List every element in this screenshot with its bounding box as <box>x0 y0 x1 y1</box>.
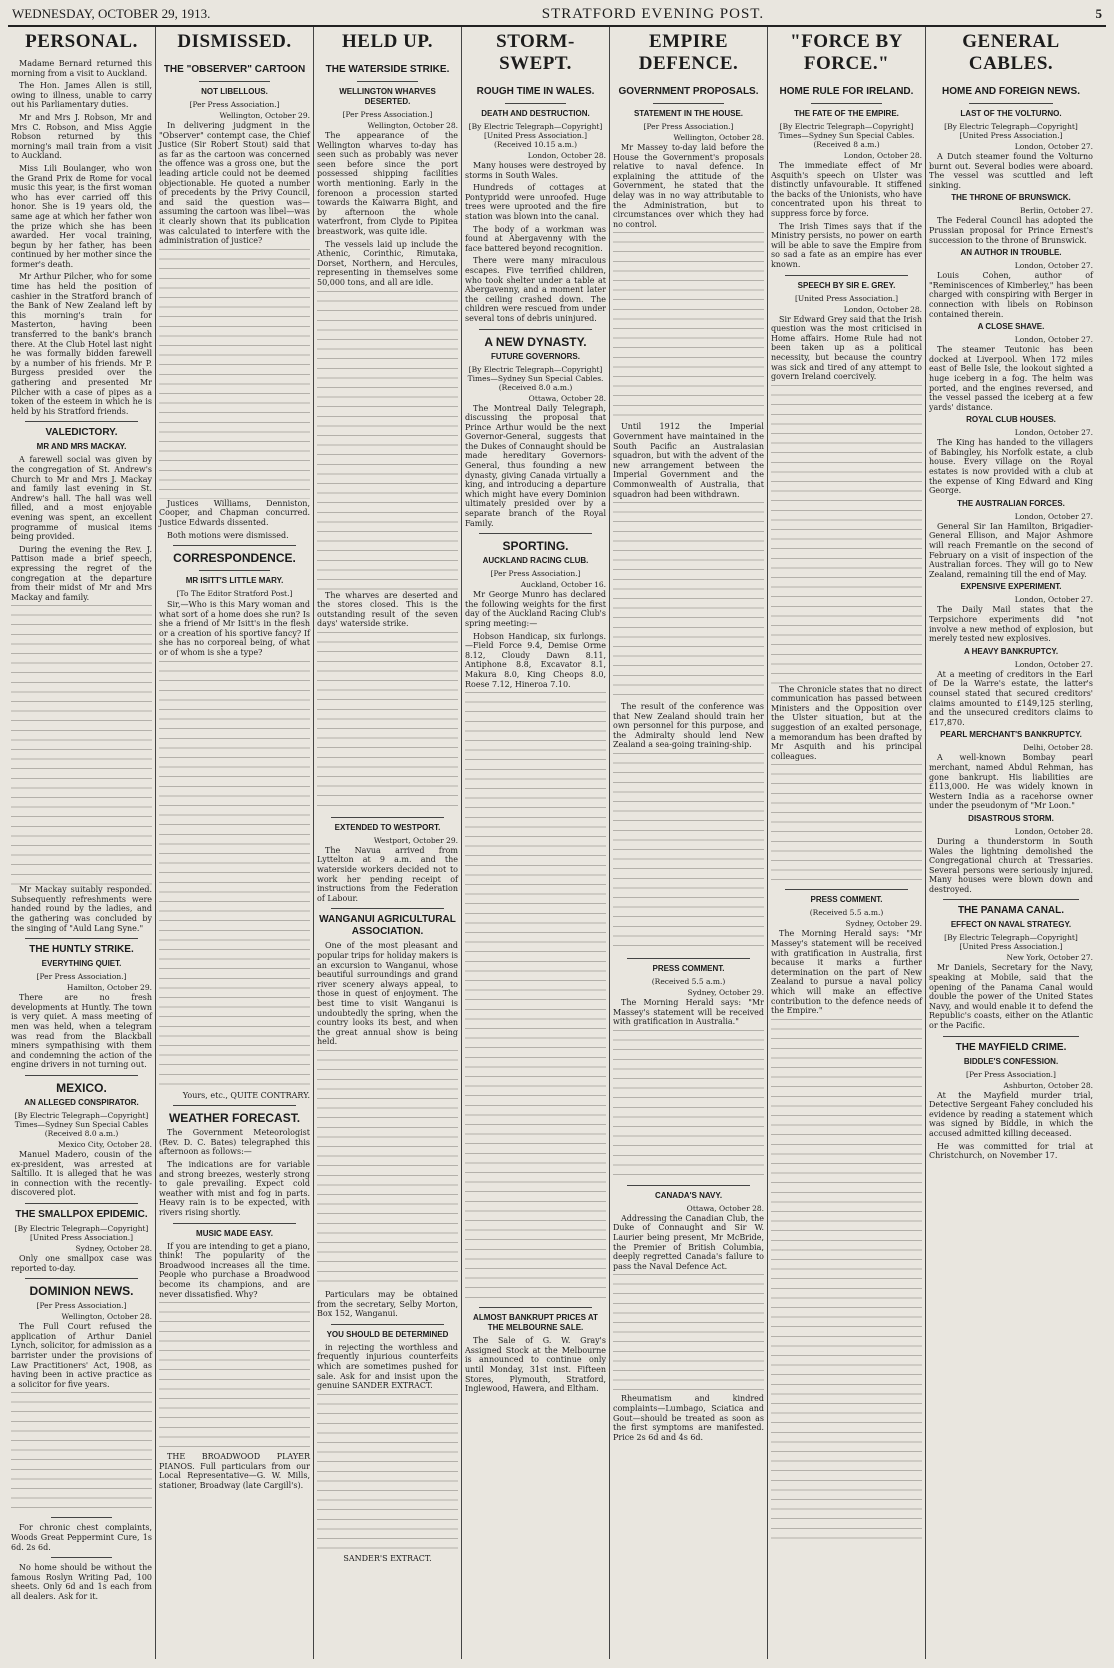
dateline: Sydney, October 29. <box>845 919 922 929</box>
advertisement: The Sale of G. W. Gray's Assigned Stock at the Melbourne is announced to continue only until Monday, 31st inst. Fifteen Stores, Plymouth, Stratford, Inglewood, Hawera, and Eltham. <box>465 1336 606 1394</box>
subheadline: EXPENSIVE EXPERIMENT. <box>960 582 1062 592</box>
wire-credit: [By Electric Telegraph—Copyright] [United Press Association.] (Received 10.15 a.m.) <box>468 122 603 149</box>
subheadline: AUCKLAND RACING CLUB. <box>482 556 589 566</box>
subheadline: FUTURE GOVERNORS. <box>491 351 580 361</box>
headline: THE SMALLPOX EPIDEMIC. <box>15 1208 148 1220</box>
dateline: London, October 28. <box>843 151 922 160</box>
article-paragraph: Louis Cohen, author of "Reminiscences of Kimberley," has been charged with conspiring with Berger in connection with libels on Robinson contained therein. <box>929 271 1093 319</box>
article-paragraph: The Daily Mail states that the Terpsichore experiments did "not involve a new method of explosion, but merely tested new explosives. <box>929 605 1093 644</box>
divider <box>479 533 592 534</box>
wire-credit: [By Electric Telegraph—Copyright] Times—Sydney Sun Special Cables. (Received 8.0 a.m.) <box>467 364 604 392</box>
article-paragraph: There are no fresh developments at Huntly. The town is very quiet. A mass meeting of men was held, when a telegram was read from the Blackball miners sympathising with them and condemning the action of the engine drivers in not turning out. <box>11 993 152 1070</box>
dateline: London, October 27. <box>1014 428 1093 438</box>
headline: THE MAYFIELD CRIME. <box>955 1041 1067 1053</box>
subheadline: AN ALLEGED CONSPIRATOR. <box>24 1098 139 1107</box>
subheadline: MR ISITT'S LITTLE MARY. <box>185 576 284 586</box>
dateline: Wellington, October 29. <box>219 111 310 120</box>
headline: ROUGH TIME IN WALES. <box>476 86 595 97</box>
divider <box>331 908 444 909</box>
column-held-up <box>314 27 462 1659</box>
article-paragraph: The body of a workman was found at Abergavenny with the face battered beyond recognition. <box>465 224 606 253</box>
column-force-by-force <box>768 27 926 1659</box>
subheadline: CANADA'S NAVY. <box>654 1190 723 1200</box>
subheadline: MUSIC MADE EASY. <box>196 1228 273 1238</box>
column-text-block <box>317 1394 458 1554</box>
column-text-block <box>613 1274 764 1394</box>
article-paragraph: One of the most pleasant and popular trips for holiday makers is an excursion to Wanganui, whose beautiful surroundings and grand river scenery always appeal, to those in quest of enjoyment. The best time to visit Wanganui is undoubtedly the spring, when the country looks its best, and when the great annual show is being held. <box>317 941 458 1047</box>
column-heading: EMPIRE DEFENCE. <box>638 31 739 74</box>
article-paragraph: At the Mayfield murder trial, Detective Sergeant Fahey concluded his evidence by reading a statement which was signed by Biddle, in which the accused admitted killing deceased. <box>929 1090 1093 1138</box>
dateline: Mexico City, October 28. <box>57 1140 152 1149</box>
article-paragraph: The appearance of the Wellington wharves to-day has seen such as probably was never seen before since the port possessed shipping facilities worth mentioning. Early in the forenoon a procession started towards the Kaiwarra Bight, and by afternoon the whole waterfront, from Clyde to Pipitea breastwork, was quite idle. <box>317 131 458 236</box>
dateline: London, October 28. <box>843 304 922 314</box>
article-paragraph: Sir Edward Grey said that the Irish question was the most criticised in Home affairs. Home Rule had not been taken up as a political necessity, but because the country was sick and tired of any attempt to govern Ireland coercively. <box>771 314 922 382</box>
wire-credit: [Per Press Association.] <box>490 569 581 579</box>
column-text-block <box>11 1392 152 1512</box>
subheadline: AN AUTHOR IN TROUBLE. <box>960 248 1062 258</box>
dateline: Westport, October 29. <box>373 835 458 845</box>
advertisement: No home should be without the famous Roslyn Writing Pad, 100 sheets. Only 6d and 1s each from all dealers. Ask for it. <box>11 1563 152 1601</box>
divider <box>627 1185 750 1186</box>
article-paragraph: Mr Massey to-day laid before the House the Government's proposals relative to naval defence. In explaining the attitude of the Government, he stated that the delay was in no way attributable to the Administration, but to circumstances over which they had no control. <box>613 143 764 229</box>
subheadline: PRESS COMMENT. <box>652 964 725 974</box>
article-paragraph: During the evening the Rev. J. Pattison made a brief speech, expressing the regret of the congregation at the departure from their midst of Mr and Mrs Mackay and family. <box>11 544 152 602</box>
column-heading: GENERAL CABLES. <box>962 31 1060 74</box>
dateline: Sydney, October 29. <box>687 988 764 998</box>
divider <box>969 103 1053 104</box>
article-paragraph: At a meeting of creditors in the Earl of De la Warre's estate, the latter's counsel stated that secured creditors' claims amounted to £149,125 sterling, and the unsecured creditors claims to £17,870. <box>929 669 1093 727</box>
paper-title: STRATFORD EVENING POST. <box>541 6 765 22</box>
headline: THE WATERSIDE STRIKE. <box>325 64 450 75</box>
headline: DOMINION NEWS. <box>29 1284 134 1299</box>
dateline: Delhi, October 28. <box>1023 743 1093 753</box>
divider <box>25 421 138 422</box>
headline: WEATHER FORECAST. <box>168 1111 301 1126</box>
article-paragraph: The Full Court refused the application of Arthur Daniel Lynch, solicitor, for admission as a barrister under the provisions of Law Practitioners' Act, 1908, as having been in active practice as a solicitor for five years. <box>11 1322 152 1389</box>
headline: CORRESPONDENCE. <box>173 551 296 566</box>
subheadline: WELLINGTON WHARVES DESERTED. <box>339 87 436 106</box>
article-paragraph: Only one smallpox case was reported to-day. <box>11 1253 152 1273</box>
subheadline: ROYAL CLUB HOUSES. <box>966 415 1056 425</box>
column-general-cables <box>926 27 1096 1659</box>
column-text-block <box>771 1019 922 1539</box>
article-paragraph: Miss Lili Boulanger, who won the Grand Prix de Rome for vocal music this year, is the first woman who has ever carried off this honor. She is 19 years old, the same age at which her father won the prize which she has been awarded. Her vocal training, begun by her father, has been continued by her mother since the former's death. <box>11 163 152 269</box>
wire-credit: [Per Press Association.] <box>36 1301 127 1311</box>
article-paragraph: The Morning Herald says: "Mr Massey's statement will be received with gratification in Australia, first because it marks a further determination on the part of New Zealand to pursue a naval policy which will make an effective contribution to the defence needs of the Empire." <box>771 929 922 1016</box>
subheadline: THE FATE OF THE EMPIRE. <box>794 109 899 118</box>
article-paragraph: The Navua arrived from Lyttelton at 9 a.m. and the waterside workers decided not to work her pending receipt of instructions from the Federation of Labour. <box>317 845 458 903</box>
page-number: 5 <box>1095 6 1102 21</box>
column-text-block <box>317 291 458 591</box>
column-text-block <box>613 502 764 702</box>
article-paragraph: The King has handed to the villagers of Babingley, his Norfolk estate, a club house. Every village on the Royal estates is now provided with a club at the expense of King Edward and King George. <box>929 438 1093 496</box>
divider <box>811 103 882 104</box>
divider <box>25 1075 138 1076</box>
letter-signature: Yours, etc., QUITE CONTRARY. <box>182 1090 310 1100</box>
subheadline: THE THRONE OF BRUNSWICK. <box>951 193 1071 203</box>
divider <box>25 1278 138 1279</box>
dateline: Sydney, October 28. <box>75 1243 152 1253</box>
dateline: Ottawa, October 28. <box>528 393 606 403</box>
subheadline: PRESS COMMENT. <box>810 895 883 905</box>
article-paragraph: During a thunderstorm in South Wales the lightning demolished the Congregational church at Tressaries. Several persons were seriously injured. Many houses were blown down and destroyed. <box>929 836 1093 894</box>
headline: A NEW DYNASTY. <box>484 334 587 349</box>
article-paragraph: Mr Mackay suitably responded. Subsequently refreshments were handed round by the ladies, and the gathering was concluded by the singing of "Auld Lang Syne." <box>11 885 152 933</box>
article-paragraph: A Dutch steamer found the Volturno burnt out. Several bodies were aboard. The vessel was scuttled and left sinking. <box>929 152 1093 190</box>
subheadline: MR AND MRS MACKAY. <box>36 442 127 452</box>
column-heading: STORM-SWEPT. <box>496 31 575 74</box>
article-paragraph: Mr and Mrs J. Robson, Mr and Mrs C. Robson, and Miss Aggie Robson returned by this morning's mail train from a visit to Auckland. <box>11 112 152 161</box>
advertisement: THE BROADWOOD PLAYER PIANOS. Full particulars from our Local Representative—G. W. Mills, stationer, Broadway (late Cargill's). <box>159 1452 310 1490</box>
divider <box>785 889 908 890</box>
headline: WANGANUI AGRICULTURAL ASSOCIATION. <box>319 914 456 938</box>
article-paragraph: The immediate effect of Mr Asquith's speech on Ulster was distinctly unfavourable. It stiffened the backs of the Unionists, who have concentrated upon his threat to suppress force by force. <box>771 161 922 218</box>
headline: THE HUNTLY STRIKE. <box>29 944 134 956</box>
dateline: London, October 27. <box>1014 261 1093 271</box>
subheadline: A HEAVY BANKRUPTCY. <box>963 646 1059 656</box>
dateline: Auckland, October 16. <box>520 580 606 590</box>
wire-credit: [To The Editor Stratford Post.] <box>176 589 293 599</box>
dateline: London, October 28. <box>527 151 606 160</box>
headline: MEXICO. <box>56 1081 107 1095</box>
dateline: Wellington, October 28. <box>367 121 458 130</box>
subheadline: SPEECH BY SIR E. GREY. <box>797 280 896 290</box>
wire-credit: [Per Press Association.] <box>36 972 127 982</box>
subheadline: DEATH AND DESTRUCTION. <box>481 109 590 118</box>
column-text-block <box>465 692 606 1302</box>
divider <box>785 275 908 276</box>
divider <box>25 938 138 939</box>
divider <box>173 1223 296 1224</box>
dateline: London, October 27. <box>1014 595 1093 605</box>
dateline: Ottawa, October 28. <box>686 1203 764 1213</box>
wire-credit: [By Electric Telegraph—Copyright] [United Press Association.] <box>944 933 1078 952</box>
article-paragraph: The vessels laid up include the Athenic, Corinthic, Rimutaka, Dorset, Northern, and Hercules, representing in themselves some 50,000 tons, and all are idle. <box>317 239 458 287</box>
column-heading: "FORCE BY FORCE." <box>790 31 903 74</box>
divider <box>51 1557 112 1558</box>
subheadline: EFFECT ON NAVAL STRATEGY. <box>950 920 1072 930</box>
column-text-block <box>771 764 922 884</box>
race-weights: Hobson Handicap, six furlongs.—Field Force 9.4, Demise Orme 8.12, Cloudy Dawn 8.11, Antiphone 8.8, Excavator 8.1, Makura 8.0, King Cheops 8.0, Roese 7.12, Hineroa 7.10. <box>465 631 606 689</box>
wire-credit: [Per Press Association.] <box>966 1069 1056 1079</box>
subheadline: DISASTROUS STORM. <box>968 813 1054 823</box>
dateline: London, October 27. <box>1014 659 1093 669</box>
column-text-block <box>317 632 458 812</box>
divider <box>943 899 1079 900</box>
article-paragraph: Manuel Madero, cousin of the ex-president, was arrested at Saltillo. It is alleged that he was in connection with the recently-discovered plot. <box>11 1150 152 1198</box>
column-text-block <box>11 605 152 885</box>
article-paragraph: Both motions were dismissed. <box>167 530 289 540</box>
wire-credit: [Per Press Association.] <box>189 100 280 109</box>
article-paragraph: The wharves are deserted and the stores closed. This is the outstanding result of the seven days' waterside strike. <box>317 590 458 629</box>
wire-credit: [By Electric Telegraph—Copyright] Times—Sydney Sun Special Cables. (Received 8 a.m.) <box>778 122 915 149</box>
dateline: New York, October 27. <box>1006 953 1093 963</box>
subheadline: LAST OF THE VOLTURNO. <box>960 109 1062 118</box>
dateline: London, October 27. <box>1014 335 1093 345</box>
subheadline: A CLOSE SHAVE. <box>977 322 1045 332</box>
wire-credit: (Received 5.5 a.m.) <box>809 908 884 918</box>
subheadline: YOU SHOULD BE DETERMINED <box>326 1329 449 1339</box>
divider <box>653 103 724 104</box>
advertisement: For chronic chest complaints, Woods Great Peppermint Cure, 1s 6d. 2s 6d. <box>11 1523 152 1552</box>
divider <box>331 817 444 818</box>
masthead <box>8 4 1106 27</box>
divider <box>173 1105 296 1106</box>
article-paragraph: The indications are for variable and strong breezes, westerly strong to gale prevailing. Expect cold weather with mist and fog in parts. Heavy rain is to be expected, with rivers rising shortly. <box>159 1160 310 1217</box>
divider <box>479 1307 592 1308</box>
subheadline: THE AUSTRALIAN FORCES. <box>957 498 1065 508</box>
advertisement: Rheumatism and kindred complaints—Lumbago, Sciatica and Gout—should be treated as soon as the first symptoms are manifested. Price 2s 6d and 4s 6d. <box>613 1394 764 1442</box>
wire-credit: [By Electric Telegraph—Copyright] [United Press Association.] <box>14 1223 149 1242</box>
article-paragraph: The Government Meteorologist (Rev. D. C. Bates) telegraphed this afternoon as follows:— <box>159 1128 310 1157</box>
dateline: Wellington, October 28. <box>673 133 764 142</box>
subheadline: ALMOST BANKRUPT PRICES AT THE MELBOURNE SALE. <box>473 1313 598 1333</box>
article-paragraph: There were many miraculous escapes. Five terrified children, who took shelter under a table at Abergavenny, and a moment later the ceiling crashed down. The children were rescued from under several tons of debris uninjured. <box>465 256 606 323</box>
article-paragraph: Mr Arthur Pilcher, who for some time has held the position of cashier in the Stratford branch of the Bank of New Zealand left by this morning's train for Masterton, having been transferred to the bank's branch there. At the Club Hotel last night he was formally bidden farewell by a number of his friends. Mr P. Burgess presided over the gathering and presented Mr Pilcher with a case of pipes as a token of the esteem in which he is held by his Stratford friends. <box>11 272 152 416</box>
column-text-block <box>613 232 764 422</box>
article-paragraph: Madame Bernard returned this morning from a visit to Auckland. <box>11 59 152 78</box>
wire-credit: [Per Press Association.] <box>342 110 433 119</box>
article-paragraph: The Irish Times says that if the Ministry persists, no power on earth will be able to save the Empire from so sad a fate as an empire has ever known. <box>771 221 922 269</box>
headline: GOVERNMENT PROPOSALS. <box>618 86 759 97</box>
divider <box>505 103 566 104</box>
headline: VALEDICTORY. <box>45 427 118 439</box>
advertisement: in rejecting the worthless and frequently injurious counterfeits which are sometimes pushed for sale. Ask for and insist upon the genuine SANDER EXTRACT. <box>317 1342 458 1391</box>
headline: THE "OBSERVER" CARTOON <box>163 64 306 75</box>
column-text-block <box>317 1050 458 1290</box>
divider <box>479 329 592 330</box>
article-paragraph: The Morning Herald says: "Mr Massey's statement will be received with gratification in Australia." <box>613 998 764 1027</box>
letter-paragraph: Sir,—Who is this Mary woman and what sort of a home does she run? Is she a friend of Mr Isitt's in the flesh or a creation of his sportive fancy? If she has no corporeal being, of what or of whom is she a type? <box>159 600 310 658</box>
column-dismissed <box>156 27 314 1659</box>
wire-credit: (Received 5.5 a.m.) <box>651 977 726 987</box>
divider <box>943 1036 1079 1037</box>
column-heading: PERSONAL. <box>25 31 138 52</box>
dateline: Hamilton, October 29. <box>66 983 152 993</box>
divider <box>51 1517 112 1518</box>
article-paragraph: Mr Daniels, Secretary for the Navy, speaking at Mobile, said that the opening of the Panama Canal would double the power of the United States Navy, and would enable it to defend the Republic's coasts, either on the Atlantic or the Pacific. <box>929 963 1093 1031</box>
wire-credit: [By Electric Telegraph—Copyright] Times—Sydney Sun Special Cables (Received 8.0 a.m.) <box>14 1111 149 1138</box>
column-text-block <box>771 385 922 685</box>
divider <box>199 81 270 82</box>
divider <box>331 1324 444 1325</box>
wire-credit: [By Electric Telegraph—Copyright] [United Press Association.] <box>944 122 1078 140</box>
article-paragraph: Many houses were destroyed by storms in South Wales. <box>465 161 606 180</box>
subheadline: EXTENDED TO WESTPORT. <box>334 822 441 832</box>
subheadline: STATEMENT IN THE HOUSE. <box>633 109 744 118</box>
article-paragraph: Until 1912 the Imperial Government have maintained in the South Pacific an Australasian squadron, but with the advent of the new arrangement between the Imperial Government and the Commonwealth of Australia, that squadron had been withdrawn. <box>613 422 764 499</box>
dateline: Berlin, October 27. <box>1020 206 1093 216</box>
column-empire-defence <box>610 27 768 1659</box>
article-paragraph: Particulars may be obtained from the secretary, Selby Morton, Box 152, Wanganui. <box>317 1289 458 1319</box>
column-heading: DISMISSED. <box>177 31 292 52</box>
dateline: Ashburton, October 28. <box>1003 1080 1093 1090</box>
divider <box>25 1203 138 1204</box>
article-paragraph: Hundreds of cottages at Pontypridd were unroofed. Huge trees were uprooted and the fire station was blown into the canal. <box>465 183 606 221</box>
divider <box>199 570 270 571</box>
divider <box>173 545 296 546</box>
subheadline: NOT LIBELLOUS. <box>201 87 268 96</box>
article-paragraph: Justices Williams, Denniston, Cooper, and Chapman concurred. Justice Edwards dissented. <box>159 498 310 527</box>
column-text-block <box>613 753 764 953</box>
article-paragraph: The Federal Council has adopted the Prussian proposal for Prince Ernest's succession to the throne of Brunswick. <box>929 216 1093 245</box>
wire-credit: [Per Press Association.] <box>643 122 734 131</box>
column-text-block <box>159 1302 310 1452</box>
article-paragraph: The result of the conference was that New Zealand should train her own personnel for this purpose, and the Admiralty should lend New Zealand a sea-going training-ship. <box>613 702 764 750</box>
column-heading: HELD UP. <box>342 31 433 52</box>
headline: SPORTING. <box>502 539 569 554</box>
column-text-block <box>159 661 310 1091</box>
column-text-block <box>159 249 310 499</box>
headline: HOME RULE FOR IRELAND. <box>779 86 914 97</box>
column-personal <box>8 27 156 1659</box>
headline: HOME AND FOREIGN NEWS. <box>942 86 1080 97</box>
subheadline: EVERYTHING QUIET. <box>41 959 122 969</box>
dateline: London, October 27. <box>1014 511 1093 521</box>
article-paragraph: The steamer Teutonic has been docked at Liverpool. When 172 miles east of Belle Isle, the lookout sighted a huge iceberg in a fog. The helm was ported, and the engines reversed, and the vessel passed the iceberg at a few yards' distance. <box>929 345 1093 412</box>
article-paragraph: The Chronicle states that no direct communication has passed between Ministers and the Opposition over the Ulster situation, but at the suggestion of an exalted personage, a memorandum has been drafted by Mr Asquith and his principal colleagues. <box>771 684 922 761</box>
subheadline: BIDDLE'S CONFESSION. <box>963 1056 1059 1066</box>
article-paragraph: A farewell social was given by the congregation of St. Andrew's Church to Mr and Mrs J. Mackay and family last evening in St. Andrew's hall. The hall was well filled, and a most enjoyable evening was spent, an excellent programme of musical items being provided. <box>11 455 152 542</box>
headline: THE PANAMA CANAL. <box>957 905 1065 917</box>
dateline: London, October 28. <box>1014 826 1093 836</box>
divider <box>357 81 418 82</box>
article-paragraph: General Sir Ian Hamilton, Brigadier-General Ellison, and Major Ashmore will reach Fremantle on the second of February on a visit of inspection of the Australian forces. They will go to New Zealand, remaining till the end of May. <box>929 521 1093 579</box>
column-storm-swept <box>462 27 610 1659</box>
subheadline: PEARL MERCHANT'S BANKRUPTCY. <box>940 730 1082 740</box>
article-paragraph: He was committed for trial at Christchurch, on November 17. <box>929 1141 1093 1161</box>
columns <box>8 27 1106 1659</box>
article-paragraph: The Hon. James Allen is still, owing to illness, unable to carry out his Parliamentary duties. <box>11 81 152 110</box>
article-paragraph: The Montreal Daily Telegraph, discussing the proposal that Prince Arthur would be the next Governor-General, suggests that the Dukes of Connaught should be made hereditary Governors-General, thus founding a new dynasty, giving Canada virtually a king, and introducing a departure which might have every Dominion ultimately presided over by a separate branch of the Royal Family. <box>465 403 606 528</box>
wire-credit: [United Press Association.] <box>794 293 899 303</box>
article-paragraph: In delivering judgment in the "Observer" contempt case, the Chief Justice (Sir Robert Stout) said that as far as the cartoon was concerned the offence was a gross one, but the leading article could not be deemed objectionable. He quoted a number of precedents by the Privy Council, and said the question was—assuming the cartoon was libel—was it clearly shown that its publication was calculated to interfere with the administration of justice? <box>159 121 310 246</box>
issue-date: WEDNESDAY, OCTOBER 29, 1913. <box>12 6 211 21</box>
divider <box>627 958 750 959</box>
dateline: Wellington, October 28. <box>61 1312 152 1322</box>
advertisement: SANDER'S EXTRACT. <box>343 1553 432 1563</box>
dateline: London, October 27. <box>1014 142 1093 151</box>
advertisement: If you are intending to get a piano, think! The popularity of the Broadwood increases all the time. People who purchase a Broadwood become its champions, and are never dissatisfied. Why? <box>159 1241 310 1299</box>
column-text-block <box>613 1030 764 1180</box>
article-paragraph: Mr George Munro has declared the following weights for the first day of the Auckland Racing Club's spring meeting:— <box>465 590 606 628</box>
article-paragraph: A well-known Bombay pearl merchant, named Abdul Rehman, has gone bankrupt. His liabilities are £113,000. He was widely known in Western India as a racehorse owner under the pseudonym of "Mr Loon." <box>929 753 1093 811</box>
article-paragraph: Addressing the Canadian Club, the Duke of Connaught and Sir W. Laurier being present, Mr McBride, the Premier of British Columbia, deeply regretted Canada's failure to pass the Naval Defence Act. <box>613 1213 764 1271</box>
